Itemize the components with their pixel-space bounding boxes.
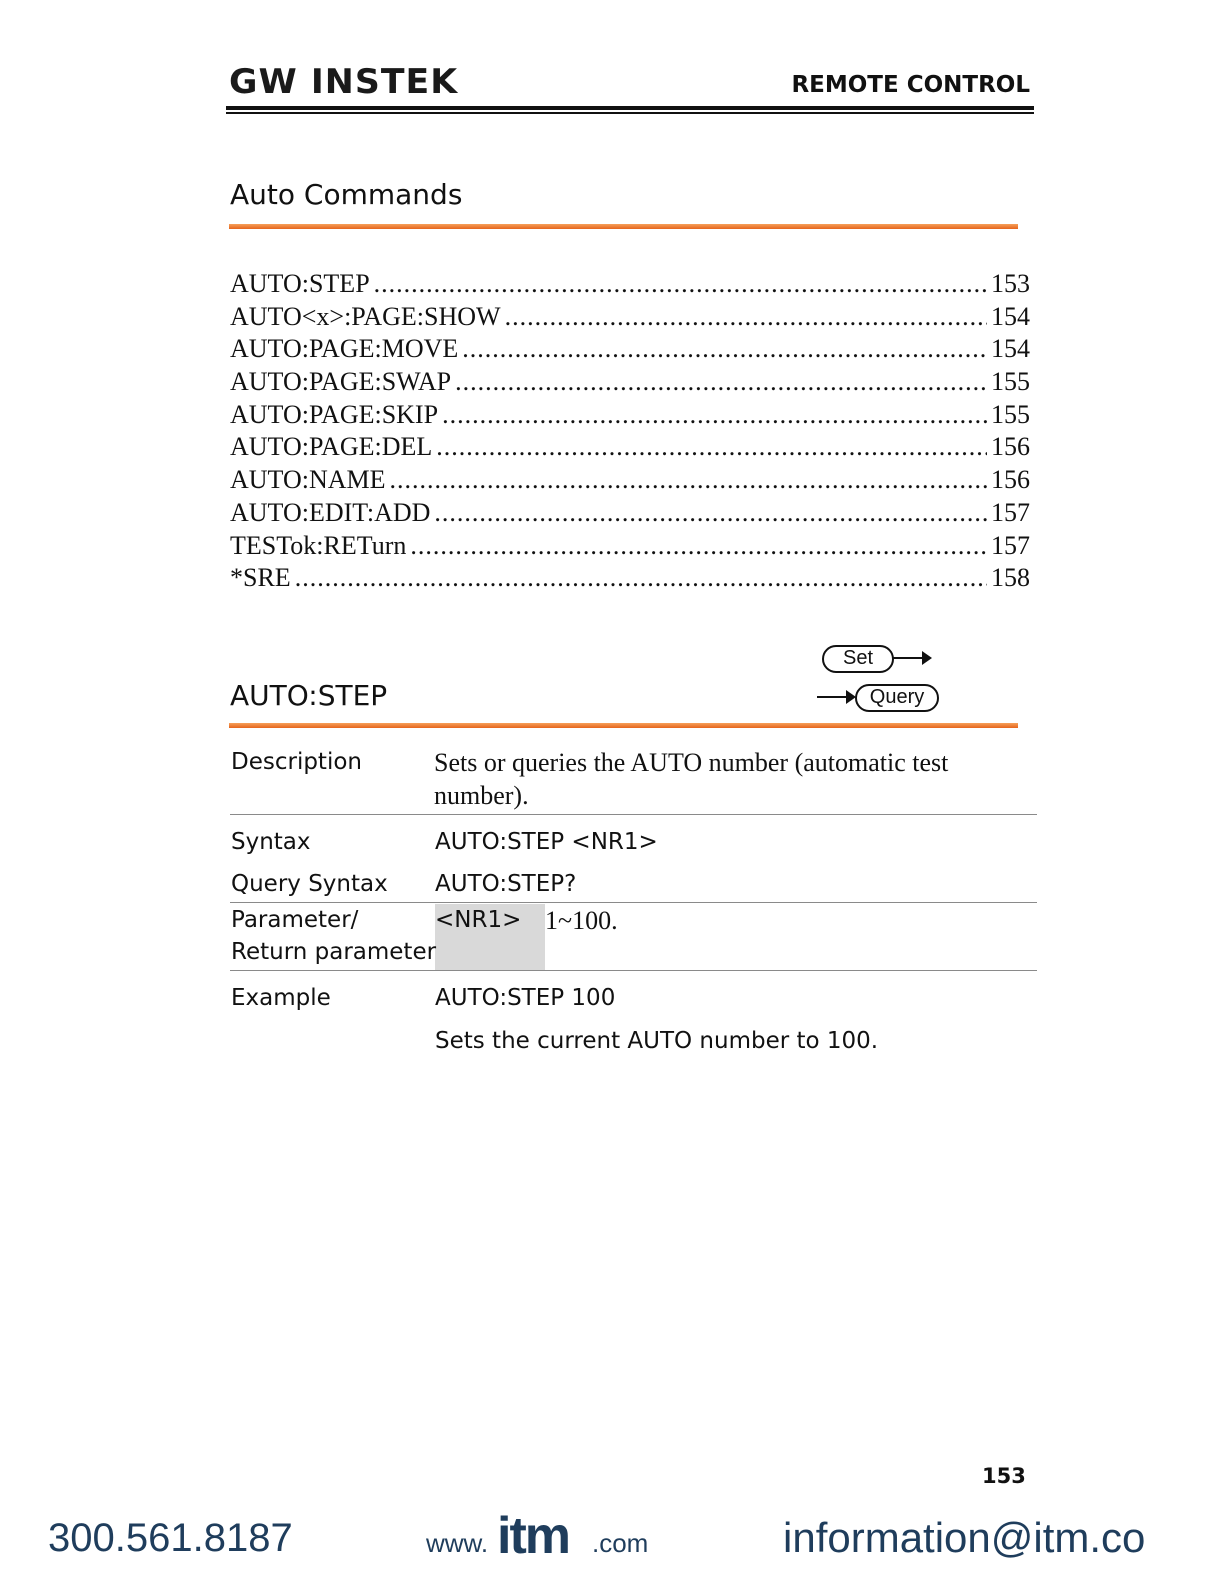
toc-page: 156 xyxy=(991,465,1030,495)
table-divider xyxy=(230,814,1037,815)
toc-page: 153 xyxy=(991,269,1030,298)
toc-page: 157 xyxy=(991,497,1030,527)
description-line-1: Sets or queries the AUTO number (automatic test xyxy=(434,748,949,777)
toc-label: AUTO:NAME xyxy=(230,465,386,495)
toc-leader xyxy=(434,498,987,528)
page-number: 153 xyxy=(982,1464,1026,1488)
toc-label: AUTO:PAGE:DEL xyxy=(230,432,433,462)
brand-logo: GW INSTEK xyxy=(229,62,459,102)
toc-label: TESTok:RETurn xyxy=(230,530,407,560)
toc-label: AUTO:PAGE:SKIP xyxy=(230,399,439,429)
toc-page: 154 xyxy=(991,334,1030,364)
toc-leader xyxy=(295,563,987,593)
footer-www: www. xyxy=(426,1528,489,1558)
toc-label: *SRE xyxy=(230,563,291,593)
footer-phone[interactable]: 300.561.8187 xyxy=(48,1516,293,1560)
table-divider xyxy=(230,902,1037,903)
syntax-label: Syntax xyxy=(231,829,311,855)
toc-entry[interactable] xyxy=(230,334,1030,367)
example-label: Example xyxy=(231,985,331,1011)
query-syntax-label: Query Syntax xyxy=(231,871,388,897)
toc-entry[interactable] xyxy=(230,563,1030,596)
toc-label: AUTO:PAGE:SWAP xyxy=(230,367,452,397)
footer-itm-logo: itm xyxy=(497,1507,569,1565)
command-rule xyxy=(229,723,1018,728)
auto-commands-heading: Auto Commands xyxy=(230,178,463,211)
toc-leader xyxy=(390,465,987,495)
syntax-value: AUTO:STEP <NR1> xyxy=(435,829,658,855)
toc-leader xyxy=(410,531,987,561)
query-arrow-line xyxy=(817,696,847,698)
parameter-label: Parameter/ xyxy=(231,907,359,933)
toc-page: 158 xyxy=(991,563,1030,593)
table-divider xyxy=(230,970,1037,971)
command-heading: AUTO:STEP xyxy=(230,679,388,712)
toc-leader xyxy=(436,432,987,462)
command-index xyxy=(230,269,1030,596)
set-badge: Set xyxy=(822,645,894,673)
toc-entry[interactable] xyxy=(230,465,1030,498)
toc-entry[interactable] xyxy=(230,269,1030,302)
description-label: Description xyxy=(231,749,362,775)
toc-entry[interactable] xyxy=(230,302,1030,335)
example-description: Sets the current AUTO number to 100. xyxy=(435,1028,879,1054)
toc-page: 154 xyxy=(991,301,1030,331)
toc-label: AUTO<x>:PAGE:SHOW xyxy=(230,301,501,331)
toc-page: 157 xyxy=(991,530,1030,560)
toc-label: AUTO:STEP xyxy=(230,269,370,298)
toc-label: AUTO:PAGE:MOVE xyxy=(230,334,459,364)
toc-leader xyxy=(374,269,987,299)
header-rule-thin xyxy=(226,112,1034,114)
header-rule xyxy=(226,106,1034,110)
toc-leader xyxy=(442,400,987,430)
set-arrow-line xyxy=(892,657,922,659)
toc-page: 155 xyxy=(991,367,1030,397)
toc-entry[interactable] xyxy=(230,531,1030,564)
query-badge: Query xyxy=(855,684,939,712)
footer-email[interactable]: information@itm.co xyxy=(783,1514,1146,1561)
example-command: AUTO:STEP 100 xyxy=(435,985,616,1011)
set-arrow-icon xyxy=(922,651,932,665)
toc-page: 156 xyxy=(991,432,1030,462)
toc-leader xyxy=(462,334,987,364)
parameter-range: 1~100. xyxy=(545,906,618,935)
toc-leader xyxy=(455,367,987,397)
toc-entry[interactable] xyxy=(230,367,1030,400)
return-parameter-label: Return parameter xyxy=(231,939,437,965)
toc-entry[interactable] xyxy=(230,432,1030,465)
toc-leader xyxy=(505,302,987,332)
toc-entry[interactable] xyxy=(230,400,1030,433)
query-syntax-value: AUTO:STEP? xyxy=(435,871,577,897)
parameter-name: <NR1> xyxy=(435,907,522,933)
description-line-2: number). xyxy=(434,781,529,810)
toc-label: AUTO:EDIT:ADD xyxy=(230,497,431,527)
footer-com: .com xyxy=(592,1528,649,1558)
auto-commands-rule xyxy=(229,224,1018,229)
toc-page: 155 xyxy=(991,399,1030,429)
toc-entry[interactable] xyxy=(230,498,1030,531)
chapter-title: REMOTE CONTROL xyxy=(791,72,1030,98)
